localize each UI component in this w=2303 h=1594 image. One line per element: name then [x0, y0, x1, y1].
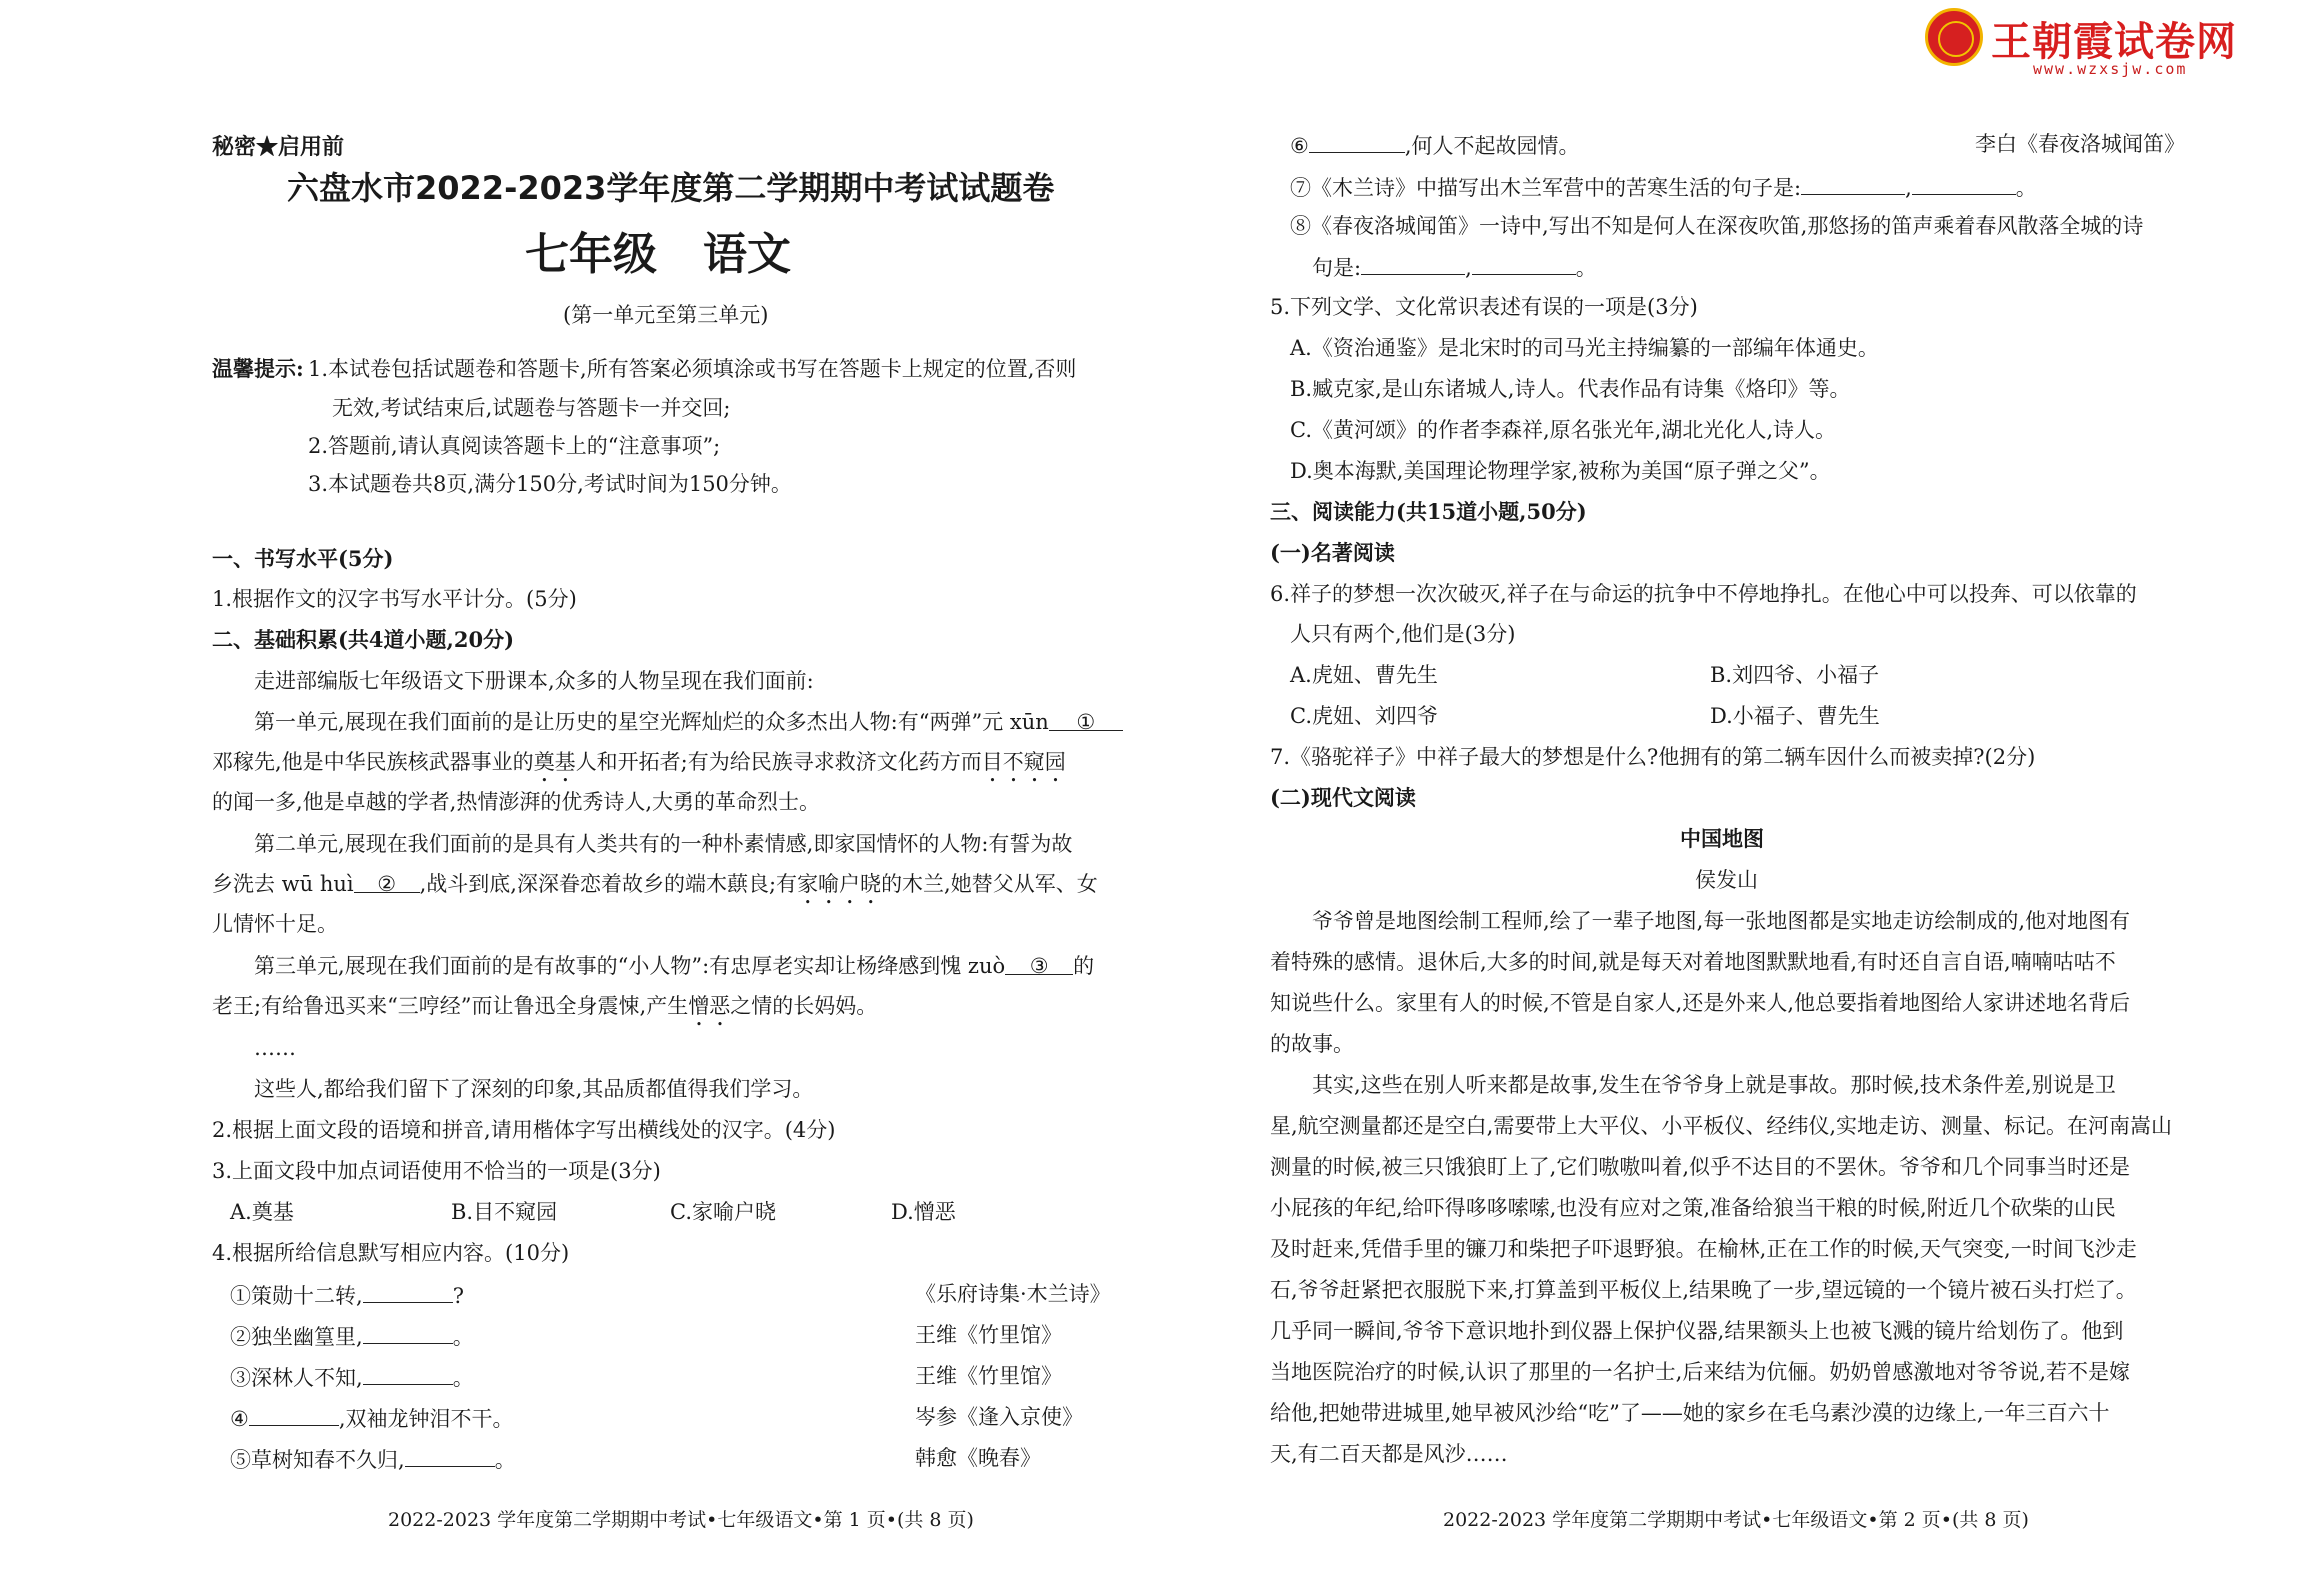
article-author: 侯发山: [1695, 868, 1758, 892]
q3-option-c: C.家喻户晓: [670, 1200, 776, 1224]
poem-6-b: ,何人不起故园情。: [1404, 134, 1580, 158]
passage-p2-text-b: 人和开拓者;有为给民族寻求救济文化药方而: [575, 750, 982, 774]
right-footer: 2022-2023 学年度第二学期期中考试•七年级语文•第 2 页•(共 8 页): [1443, 1509, 2029, 1531]
question-6a: 6.祥子的梦想一次次破灭,祥子在与命运的抗争中不停地挣扎。在他心中可以投奔、可以依靠的: [1270, 582, 2137, 606]
passage-p3-text-b: ,战斗到底,深深眷恋着故乡的端木蕻良;有: [419, 872, 798, 896]
tips-label: 温馨提示:: [212, 356, 304, 381]
poem-4-b: ,双袖龙钟泪不干。: [338, 1407, 514, 1431]
poem-8-blank-2: [1472, 252, 1576, 275]
poem-6-a: ⑥: [1290, 134, 1309, 158]
poem-5-blank: [405, 1444, 495, 1467]
poem-7-text: ⑦《木兰诗》中描写出木兰军营中的苦寒生活的句子是:: [1290, 176, 1802, 200]
tip-1a: 1.本试卷包括试题卷和答题卡,所有答案必须填涂或书写在答题卡上规定的位置,否则: [308, 357, 1077, 381]
poem-1-b: ?: [452, 1284, 464, 1308]
poem-2-blank: [363, 1321, 453, 1344]
poem-8-text: 句是:: [1312, 256, 1362, 280]
passage-p3-line1: 第二单元,展现在我们面前的是具有人类共有的一种朴素情感,即家国情怀的人物:有誓为故: [254, 832, 1073, 856]
passage-p5: 这些人,都给我们留下了深刻的印象,其品质都值得我们学习。: [254, 1077, 814, 1101]
secret-label: 秘密★启用前: [212, 134, 345, 160]
passage-p3-text-a: 乡洗去 wū huì: [212, 872, 354, 896]
poem-6-blank: [1309, 130, 1405, 153]
passage-p4-text-b: 的: [1073, 954, 1095, 978]
question-3: 3.上面文段中加点词语使用不恰当的一项是(3分): [212, 1159, 661, 1183]
exam-subject: 七年级 语文: [525, 229, 791, 280]
passage-p3-line3: 儿情怀十足。: [212, 912, 338, 936]
passage-ellipsis: ……: [254, 1036, 296, 1060]
question-2: 2.根据上面文段的语境和拼音,请用楷体字写出横线处的汉字。(4分): [212, 1118, 836, 1142]
article-line: 及时赶来,凭借手里的镰刀和柴把子吓退野狼。在榆林,正在工作的时候,天气突变,一时间飞沙走: [1270, 1237, 2137, 1261]
question-5: 5.下列文学、文化常识表述有误的一项是(3分): [1270, 295, 1698, 319]
dotted-word-jiayuhuxiao: 家喻户晓: [797, 872, 882, 896]
poem-2-b: 。: [452, 1325, 474, 1349]
q5-option-a: A.《资治通鉴》是北宋时的司马光主持编纂的一部编年体通史。: [1290, 336, 1879, 360]
poem-line-6: [1290, 130, 1580, 160]
article-line: 给他,把她带进城里,她早被风沙给“吃”了——她的家乡在毛乌素沙漠的边缘上,一年三百六十: [1270, 1401, 2110, 1425]
q3-option-b: B.目不窥园: [451, 1200, 558, 1224]
q5-option-d: D.奥本海默,美国理论物理学家,被称为美国“原子弹之父”。: [1290, 459, 1831, 483]
poem-2-a: ②独坐幽篁里,: [230, 1325, 363, 1349]
poem-3-a: ③深林人不知,: [230, 1366, 363, 1390]
poem-3-b: 。: [452, 1366, 474, 1390]
poem-line-3: [230, 1362, 474, 1392]
passage-p4-line1: [254, 952, 1094, 980]
exam-scope: (第一单元至第三单元): [563, 303, 769, 327]
poem-1-a: ①策勋十二转,: [230, 1284, 363, 1308]
section-1-heading: 一、书写水平(5分): [212, 546, 394, 571]
tip-1b: 无效,考试结束后,试题卷与答题卡一并交回;: [332, 396, 731, 420]
poem-source-6: 李白《春夜洛城闻笛》: [1975, 132, 2185, 156]
dotted-word-dianji: 奠基: [533, 750, 576, 774]
passage-p4-text-d: 之情的长妈妈。: [730, 994, 878, 1018]
poem-line-8a: ⑧《春夜洛城闻笛》一诗中,写出不知是何人在深夜吹笛,那悠扬的笛声乘着春风散落全城的诗: [1290, 214, 2144, 238]
passage-p2-line3: 的闻一多,他是卓越的学者,热情澎湃的优秀诗人,大勇的革命烈士。: [212, 790, 821, 814]
poem-source-3: 王维《竹里馆》: [915, 1364, 1062, 1388]
article-line: 的故事。: [1270, 1032, 1354, 1056]
tip-3: 3.本试题卷共8页,满分150分,考试时间为150分钟。: [308, 472, 792, 496]
poem-line-7: ⑦《木兰诗》中描写出木兰军营中的苦寒生活的句子是: , 。: [1290, 172, 2037, 202]
section-2-heading: 二、基础积累(共4道小题,20分): [212, 627, 515, 652]
dotted-word-zengwu: 憎恶: [688, 994, 731, 1018]
poem-line-4: [230, 1403, 514, 1433]
subsection-1-heading: (一)名著阅读: [1270, 540, 1395, 565]
article-line: 着特殊的感情。退休后,大多的时间,就是每天对着地图默默地看,有时还自言自语,喃喃咕咕不: [1270, 950, 2116, 974]
article-line: 当地医院治疗的时候,认识了那里的一名护士,后来结为伉俪。奶奶曾感激地对爷爷说,若不是嫁: [1270, 1360, 2131, 1384]
blank-3: [1005, 952, 1073, 978]
blank-3-number: ③: [1029, 954, 1049, 978]
poem-4-blank: [249, 1403, 339, 1426]
article-line: 爷爷曾是地图绘制工程师,绘了一辈子地图,每一张地图都是实地走访绘制成的,他对地图有: [1312, 909, 2131, 933]
article-line: 天,有二百天都是风沙……: [1270, 1442, 1508, 1466]
logo-brand-text: 王朝霞试卷网: [1991, 19, 2237, 65]
logo-url-text: www.wzxsjw.com: [2033, 60, 2188, 78]
poem-7-blank-1: [1801, 172, 1905, 195]
question-1: 1.根据作文的汉字书写水平计分。(5分): [212, 587, 577, 611]
poem-line-8b: 句是: , 。: [1312, 252, 1597, 282]
passage-p4-text-a: 第三单元,展现在我们面前的是有故事的“小人物”:有忠厚老实却让杨绛感到愧 zuò: [254, 954, 1006, 978]
passage-p4-line2: [212, 992, 877, 1031]
poem-line-5: [230, 1444, 516, 1474]
poem-line-2: [230, 1321, 474, 1351]
q6-option-d: D.小福子、曹先生: [1710, 704, 1880, 728]
passage-p3-line2: [212, 870, 1098, 909]
q6-option-c: C.虎妞、刘四爷: [1290, 704, 1438, 728]
poem-source-1: 《乐府诗集·木兰诗》: [915, 1282, 1111, 1306]
poem-source-5: 韩愈《晚春》: [915, 1446, 1041, 1470]
passage-p3-text-c: 的木兰,她替父从军、女: [881, 872, 1098, 896]
article-line: 小屁孩的年纪,给吓得哆哆嗦嗦,也没有应对之策,准备给狼当干粮的时候,附近几个砍柴的山民: [1270, 1196, 2116, 1220]
blank-2-number: ②: [377, 872, 397, 896]
article-line: 测量的时候,被三只饿狼盯上了,它们嗷嗷叫着,似乎不达目的不罢休。爷爷和几个同事当时还是: [1270, 1155, 2131, 1179]
exam-title: 六盘水市2022-2023学年度第二学期期中考试试题卷: [287, 169, 1055, 207]
question-4: 4.根据所给信息默写相应内容。(10分): [212, 1241, 570, 1265]
q5-option-b: B.臧克家,是山东诸城人,诗人。代表作品有诗集《烙印》等。: [1290, 377, 1851, 401]
article-line: 星,航空测量都还是空白,需要带上大平仪、小平板仪、经纬仪,实地走访、测量、标记。在河南嵩山: [1270, 1114, 2173, 1138]
passage-p2-line2: [212, 748, 1066, 787]
poem-4-a: ④: [230, 1407, 249, 1431]
article-line: 几乎同一瞬间,爷爷下意识地扑到仪器上保护仪器,结果额头上也被飞溅的镜片给划伤了。他到: [1270, 1319, 2124, 1343]
question-7: 7.《骆驼祥子》中祥子最大的梦想是什么?他拥有的第二辆车因什么而被卖掉?(2分): [1270, 745, 2036, 769]
q6-option-b: B.刘四爷、小福子: [1710, 663, 1880, 687]
poem-3-blank: [363, 1362, 453, 1385]
passage-p2-text-a: 邓稼先,他是中华民族核武器事业的: [212, 750, 534, 774]
blank-1-number: ①: [1076, 710, 1096, 734]
right-page: [1160, 0, 2303, 1594]
poem-source-2: 王维《竹里馆》: [915, 1323, 1062, 1347]
q5-option-c: C.《黄河颂》的作者李森祥,原名张光年,湖北光化人,诗人。: [1290, 418, 1837, 442]
dotted-word-mubukuiyuan: 目不窥园: [981, 750, 1066, 774]
q6-option-a: A.虎妞、曹先生: [1290, 663, 1438, 687]
poem-5-b: 。: [494, 1448, 516, 1472]
article-line: 知说些什么。家里有人的时候,不管是自家人,还是外来人,他总要指着地图给人家讲述地名背后: [1270, 991, 2131, 1015]
left-footer: 2022-2023 学年度第二学期期中考试•七年级语文•第 1 页•(共 8 页): [388, 1509, 974, 1531]
article-line: 石,爷爷赶紧把衣服脱下来,打算盖到平板仪上,结果晚了一步,望远镜的一个镜片被石头打烂了。: [1270, 1278, 2137, 1302]
blank-2: [354, 870, 420, 896]
poem-line-1: [230, 1280, 464, 1310]
passage-p2-text: 第一单元,展现在我们面前的是让历史的星空光辉灿烂的众多杰出人物:有“两弹”元 xūn: [254, 710, 1049, 734]
poem-1-blank: [363, 1280, 453, 1303]
q3-option-a: A.奠基: [230, 1200, 294, 1224]
q3-option-d: D.憎恶: [891, 1200, 956, 1224]
passage-p4-text-c: 老王;有给鲁迅买来“三哼经”而让鲁迅全身震悚,产生: [212, 994, 689, 1018]
passage-p2-line1: [254, 708, 1123, 736]
section-3-heading: 三、阅读能力(共15道小题,50分): [1270, 499, 1587, 524]
article-line: 其实,这些在别人听来都是故事,发生在爷爷身上就是事故。那时候,技术条件差,别说是卫: [1312, 1073, 2116, 1097]
passage-p1: 走进部编版七年级语文下册课本,众多的人物呈现在我们面前:: [254, 669, 814, 693]
poem-source-4: 岑参《逢入京使》: [915, 1405, 1083, 1429]
poem-8-blank-1: [1361, 252, 1465, 275]
subsection-2-heading: (二)现代文阅读: [1270, 785, 1416, 810]
tip-2: 2.答题前,请认真阅读答题卡上的“注意事项”;: [308, 434, 721, 458]
poem-7-blank-2: [1912, 172, 2016, 195]
article-title: 中国地图: [1680, 826, 1764, 851]
blank-1: [1049, 708, 1123, 734]
poem-5-a: ⑤草树知春不久归,: [230, 1448, 405, 1472]
question-6b: 人只有两个,他们是(3分): [1290, 622, 1516, 646]
